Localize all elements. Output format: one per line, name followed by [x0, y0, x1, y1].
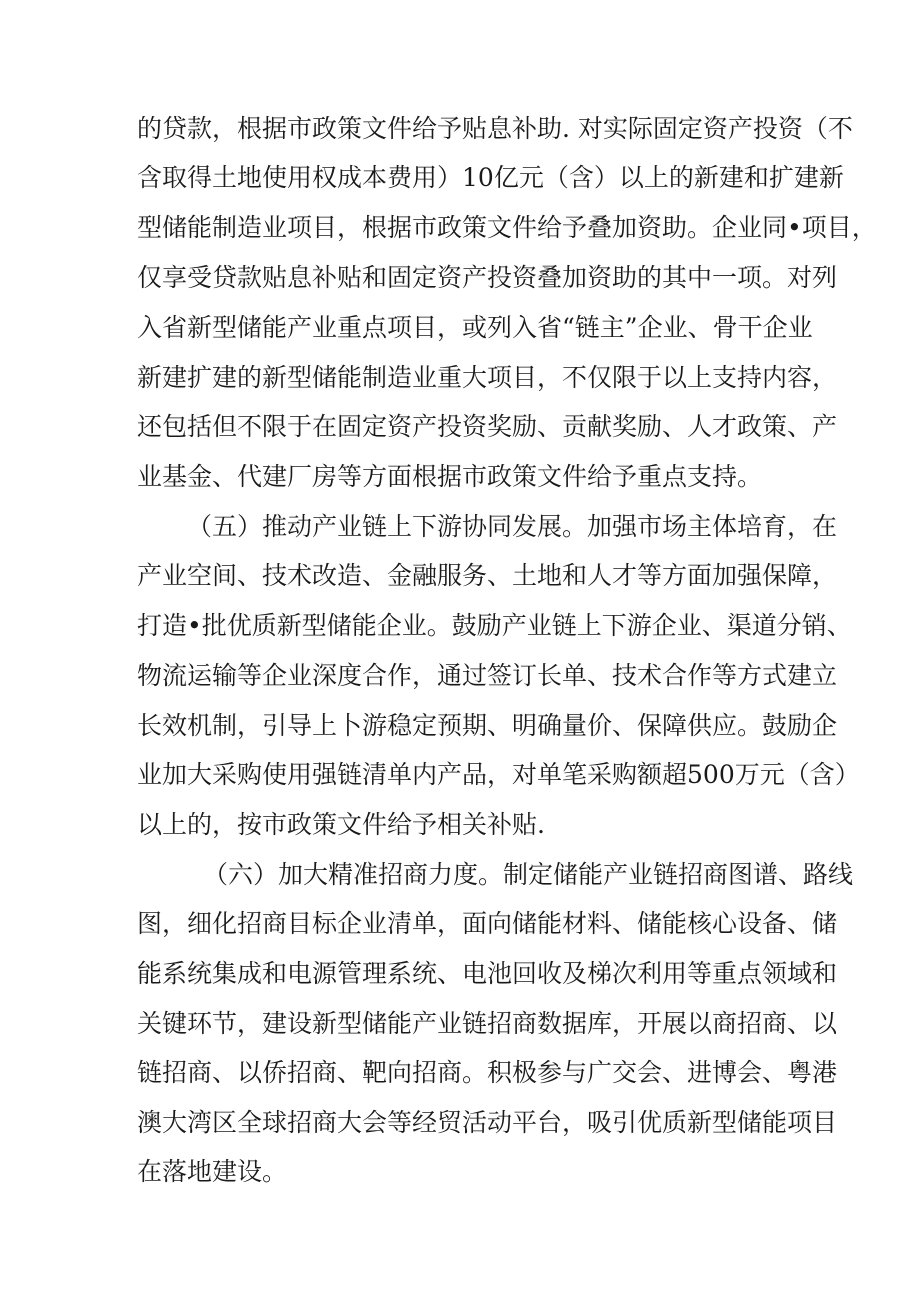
- text-line-19: 关键环节，建设新型储能产业链招商数据库，开展以商招商、以: [137, 1009, 838, 1038]
- text-line-3: 型储能制造业项目，根据市政策文件给予叠加资助。企业同•项目，: [137, 213, 877, 242]
- text-line-21: 澳大湾区全球招商大会等经贸活动平台，吸引优质新型储能项目: [137, 1108, 838, 1137]
- text-line-12: 物流运输等企业深度合作，通过签订长单、技术合作等方式建立: [137, 661, 838, 690]
- text-line-5: 入省新型储能产业重点项目，或列入省“链主”企业、骨干企业: [137, 313, 813, 342]
- text-line-4: 仅享受贷款贴息补贴和固定资产投资叠加资助的其中一项。对列: [137, 263, 838, 292]
- text-line-10: 产业空间、技术改造、金融服务、土地和人才等方面加强保障，: [137, 561, 838, 590]
- section-six-heading-line: （六）加大精准招商力度。制定储能产业链招商图谱、路线: [203, 860, 854, 889]
- text-line-13: 长效机制，引导上卜游稳定预期、明确量价、保障供应。鼓励企: [137, 711, 838, 740]
- text-line-6: 新建扩建的新型储能制造业重大项目，不仅限于以上支持内容，: [137, 363, 838, 392]
- section-five-heading-line: （五）推动产业链上下游协同发展。加强市场主体培育，在: [187, 512, 838, 541]
- text-line-14: 业加大采购使用强链清单内产品，对单笔采购额超500万元（含）: [137, 760, 860, 789]
- text-line-15: 以上的，按市政策文件给予相关补贴.: [137, 810, 545, 839]
- text-line-8: 业基金、代建厂房等方面根据市政策文件给予重点支持。: [137, 462, 763, 491]
- text-line-22: 在落地建设。: [137, 1157, 288, 1186]
- text-line-20: 链招商、以侨招商、靶向招商。积极参与广交会、进博会、粤港: [137, 1058, 838, 1087]
- text-line-1: 的贷款，根据市政策文件给予贴息补助. 对实际固定资产投资（不: [137, 114, 853, 143]
- text-line-17: 图，细化招商目标企业清单，面向储能材料、储能核心设备、储: [137, 909, 838, 938]
- text-line-11: 打造•批优质新型储能企业。鼓励产业链上下游企业、渠道分销、: [137, 611, 852, 640]
- text-line-18: 能系统集成和电源管理系统、电池回收及梯次利用等重点领域和: [137, 959, 838, 988]
- text-line-7: 还包括但不限于在固定资产投资奖励、贡献奖励、人才政策、产: [137, 412, 838, 441]
- text-line-2: 含取得土地使用权成本费用）10亿元（含）以上的新建和扩建新: [137, 163, 844, 192]
